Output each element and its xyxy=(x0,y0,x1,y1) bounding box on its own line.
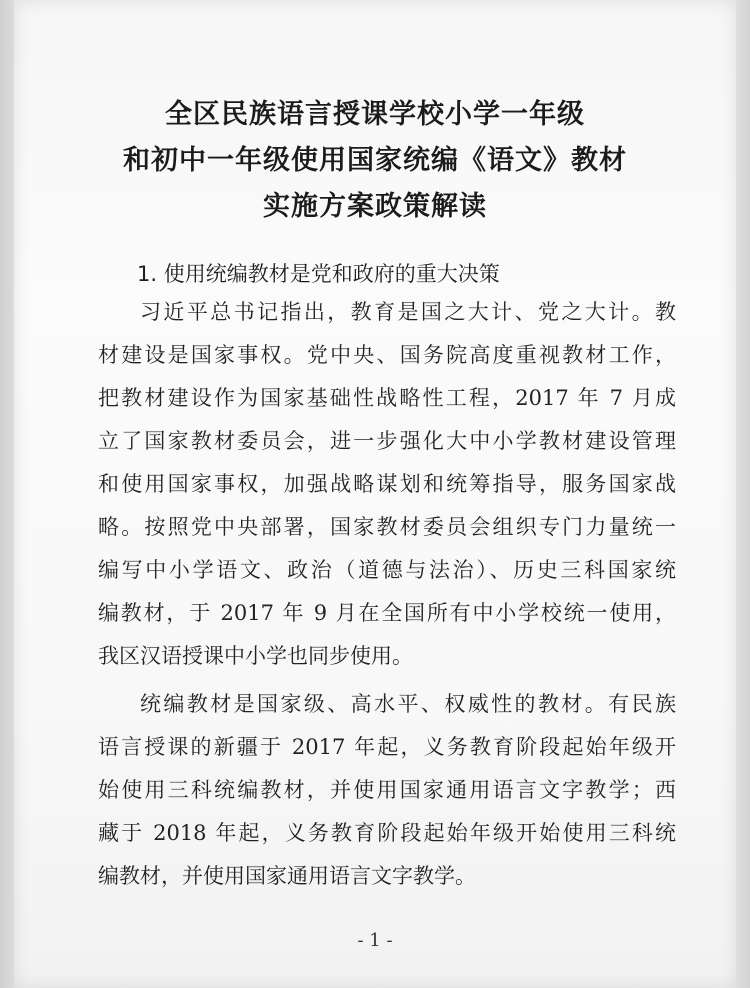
paragraph-1-line: 材建设是国家事权。党中央、国务院高度重视教材工作， xyxy=(98,343,676,367)
document-title-line-1: 全区民族语言授课学校小学一年级 xyxy=(165,99,585,130)
paragraph-1-line: 略。按照党中央部署，国家教材委员会组织专门力量统一 xyxy=(98,515,676,539)
paragraph-1-line: 习近平总书记指出，教育是国之大计、党之大计。教 xyxy=(140,300,676,324)
paragraph-2-line: 编教材，并使用国家通用语言文字教学。 xyxy=(98,864,476,888)
paragraph-1-line: 我区汉语授课中小学也同步使用。 xyxy=(98,644,413,668)
paragraph-1-line: 立了国家教材委员会，进一步强化大中小学教材建设管理 xyxy=(98,429,676,453)
paragraph-2-line: 语言授课的新疆于 2017 年起，义务教育阶段起始年级开 xyxy=(98,735,676,759)
paragraph-2-line: 始使用三科统编教材，并使用国家通用语言文字教学；西 xyxy=(98,778,676,802)
paragraph-1-line: 编写中小学语文、政治（道德与法治）、历史三科国家统 xyxy=(98,558,676,582)
paragraph-2-line: 藏于 2018 年起，义务教育阶段起始年级开始使用三科统 xyxy=(98,821,676,845)
paragraph-2-line: 统编教材是国家级、高水平、权威性的教材。有民族 xyxy=(140,692,676,716)
section-heading: 1. 使用统编教材是党和政府的重大决策 xyxy=(137,262,500,286)
page-number: - 1 - xyxy=(357,930,393,951)
document-title-line-3: 实施方案政策解读 xyxy=(263,191,487,222)
paragraph-1-line: 把教材建设作为国家基础性战略性工程，2017 年 7 月成 xyxy=(98,386,676,410)
paragraph-1-line: 编教材，于 2017 年 9 月在全国所有中小学校统一使用， xyxy=(98,601,676,625)
paragraph-1-line: 和使用国家事权，加强战略谋划和统筹指导，服务国家战 xyxy=(98,472,676,496)
document-title-line-2: 和初中一年级使用国家统编《语文》教材 xyxy=(123,145,627,176)
